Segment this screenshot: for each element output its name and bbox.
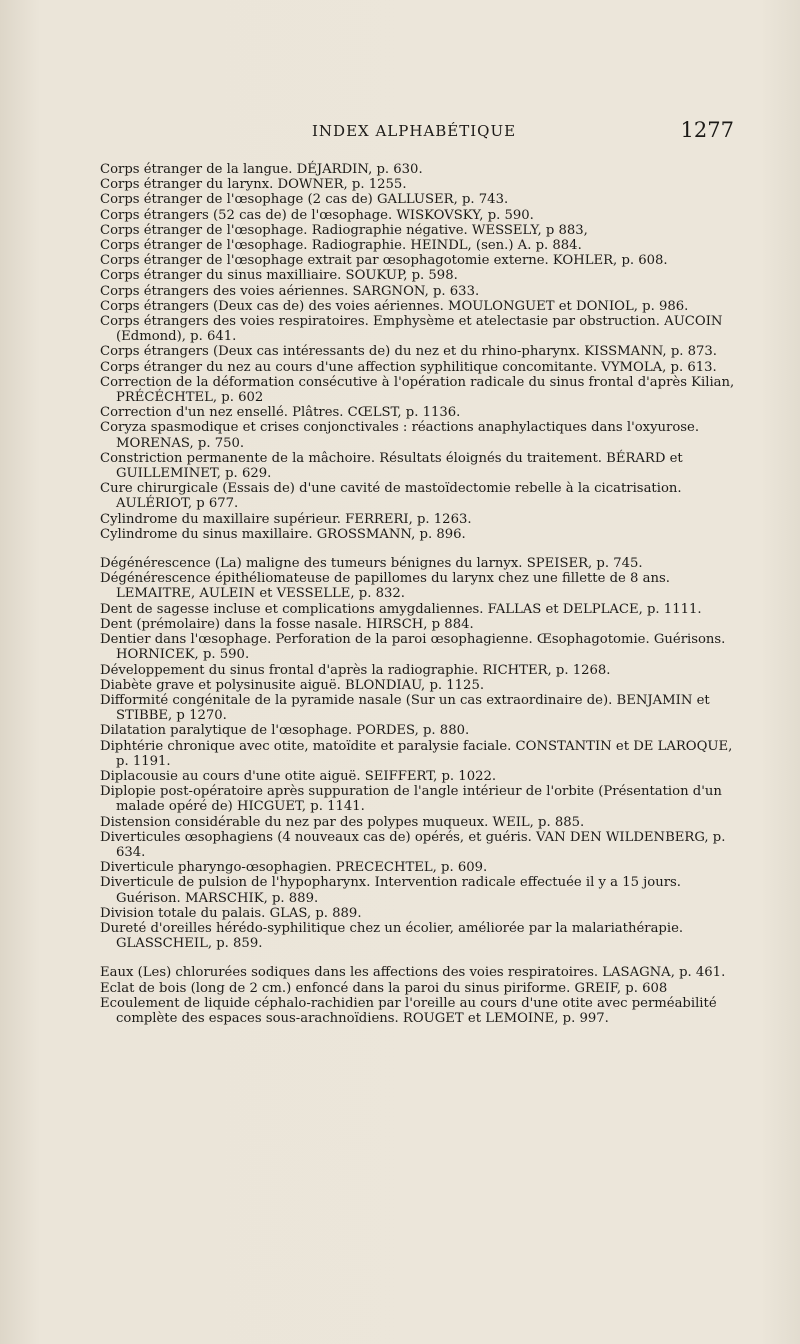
index-entry: Corps étranger de l'œsophage (2 cas de) GALLUSER, p. 743. [100,192,509,208]
index-entry: Corps étranger du larynx. DOWNER, p. 1255. [100,177,407,193]
index-entry: Correction de la déformation consécutive à l'opération radicale du sinus frontal d'après Kilian, PRÉCÉCHTEL, p. 602 [100,374,735,406]
index-entry: Distension considérable du nez par des polypes muqueux. WEIL, p. 885. [100,814,585,830]
index-entry: Diphtérie chronique avec otite, matoïdite et paralysie faciale. CONSTANTIN et DE LAROQUE, p. 1191. [100,738,733,769]
index-entry: Constriction permanente de la mâchoire. Résultats éloignés du traitement. BÉRARD et GUILLEMINET, p. 629. [100,450,683,482]
index-entry: Corps étranger de l'œsophage. Radiographie. HEINDL, (sen.) A. p. 884. [100,238,582,254]
index-entry: Difformité congénitale de la pyramide nasale (Sur un cas extraordinaire de). BENJAMIN et STIBBE, p 1270. [100,692,710,724]
index-entry: Diverticule de pulsion de l'hypopharynx. Intervention radicale effectuée il y a 15 jours. Guérison. MARSCHIK, p. 889. [100,875,681,906]
index-entry: Corps étrangers des voies aériennes. SARGNON, p. 633. [100,283,480,299]
index-entry: Diverticule pharyngo-œsophagien. PRECECHTEL, p. 609. [100,860,488,876]
index-entry: Dent de sagesse incluse et complications amygdaliennes. FALLAS et DELPLACE, p. 1111. [100,601,702,617]
index-entry: Ecoulement de liquide céphalo-rachidien par l'oreille au cours d'une otite avec perméabilité complète des espaces sous-arachnoïdiens. ROUGET et LEMOINE, p. 997. [100,995,717,1026]
index-entry: Dégénérescence épithéliomateuse de papillomes du larynx chez une fillette de 8 ans. LEMAITRE, AULEIN et VESSELLE, p. 832. [100,571,670,602]
index-entry: Diplopie post-opératoire après suppuration de l'angle intérieur de l'orbite (Présentation d'un malade opéré de) HICGUET, p. 1141. [100,784,722,815]
index-entry: Diverticules œsophagiens (4 nouveaux cas de) opérés, et guéris. VAN DEN WILDENBERG, p. 634. [100,829,726,860]
running-title: INDEX ALPHABÉTIQUE [312,122,517,140]
index-body [100,162,740,1040]
index-entry: Corps étranger de l'œsophage. Radiographie négative. WESSELY, p 883, [100,222,588,238]
index-entry: Corps étrangers (Deux cas intéressants de) du nez et du rhino-pharynx. KISSMANN, p. 873. [100,344,718,360]
index-entry: Corps étrangers (Deux cas de) des voies aériennes. MOULONGUET et DONIOL, p. 986. [100,298,689,314]
index-entry: Corps étrangers des voies respiratoires. Emphysème et atelectasie par obstruction. AUCOIN (Edmond), p. 641. [100,314,723,345]
index-entry: Développement du sinus frontal d'après la radiographie. RICHTER, p. 1268. [100,662,611,678]
index-entry: Eaux (Les) chlorurées sodiques dans les affections des voies respiratoires. LASAGNA, p. 461. [100,965,726,981]
index-entry: Cylindrome du maxillaire supérieur. FERRERI, p. 1263. [100,511,472,527]
index-entry: Corps étranger du sinus maxilliaire. SOUKUP, p. 598. [100,268,458,284]
index-entry: Corps étranger de la langue. DÉJARDIN, p. 630. [100,162,423,177]
index-entry: Corps étrangers (52 cas de) de l'œsophage. WISKOVSKY, p. 590. [100,207,534,223]
index-entry: Dent (prémolaire) dans la fosse nasale. HIRSCH, p 884. [100,616,474,632]
index-entry: Correction d'un nez ensellé. Plâtres. CŒLST, p. 1136. [100,405,461,421]
index-entry: Eclat de bois (long de 2 cm.) enfoncé dans la paroi du sinus piriforme. GREIF, p. 608 [100,980,668,996]
page-header [100,118,740,146]
index-entry: Cure chirurgicale (Essais de) d'une cavité de mastoïdectomie rebelle à la cicatrisation. AULÉRIOT, p 677. [100,481,682,512]
index-entry: Diabète grave et polysinusite aiguë. BLONDIAU, p. 1125. [100,677,485,693]
index-entry: Dureté d'oreilles hérédo-syphilitique chez un écolier, améliorée par la malariathérapie. GLASSCHEIL, p. 859. [100,920,684,952]
index-entry: Cylindrome du sinus maxillaire. GROSSMANN, p. 896. [100,526,466,542]
page-number: 1277 [680,118,734,142]
index-section-d [100,556,740,951]
index-entry: Coryza spasmodique et crises conjonctivales : réactions anaphylactiques dans l'oxyurose. MORENAS, p. 750. [100,420,700,451]
index-entry: Dégénérescence (La) maligne des tumeurs bénignes du larnyx. SPEISER, p. 745. [100,556,643,572]
index-entry: Division totale du palais. GLAS, p. 889. [100,905,362,921]
index-entry: Corps étranger du nez au cours d'une affection syphilitique concomitante. VYMOLA, p. 613. [100,359,717,375]
index-section-c [100,162,740,542]
index-section-e [100,965,740,1026]
index-entry: Diplacousie au cours d'une otite aiguë. SEIFFERT, p. 1022. [100,768,497,784]
index-entry: Dentier dans l'œsophage. Perforation de la paroi œsophagienne. Œsophagotomie. Guérisons. HORNICEK, p. 590. [100,632,726,663]
index-entry: Dilatation paralytique de l'œsophage. PORDES, p. 880. [100,723,470,739]
index-entry: Corps étranger de l'œsophage extrait par œsophagotomie externe. KOHLER, p. 608. [100,253,668,269]
